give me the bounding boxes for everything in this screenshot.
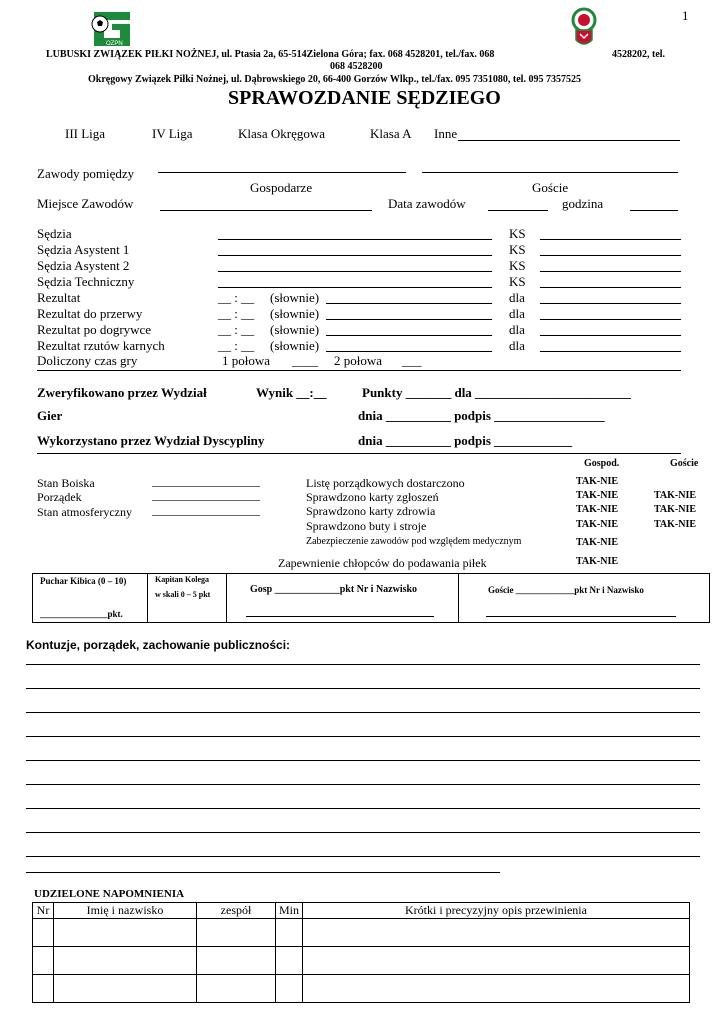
- kontuzje-line[interactable]: [26, 784, 700, 785]
- godzina-label: godzina: [562, 196, 604, 211]
- check-gosc[interactable]: TAK-NIE: [654, 519, 697, 530]
- check-gosp[interactable]: TAK-NIE: [576, 490, 619, 501]
- kapitan-gosc-field[interactable]: Goście _____________pkt Nr i Nazwisko: [488, 585, 644, 595]
- official-right-label: dla: [509, 322, 525, 337]
- official-right-label: KS: [509, 274, 526, 289]
- kapitan-gosp-line: [246, 616, 434, 617]
- kapitan-scale-label: w skali 0 – 5 pkt: [155, 590, 211, 599]
- data-field[interactable]: [488, 198, 548, 211]
- stan-boiska-label: Stan Boiska: [37, 476, 95, 490]
- divider: [226, 573, 227, 622]
- stan-atmosferyczny-field[interactable]: __________________: [152, 503, 260, 517]
- table-cell[interactable]: [197, 919, 276, 947]
- official-label: Sędzia: [37, 226, 72, 241]
- table-row: [33, 919, 690, 947]
- col-imie: Imię i nazwisko: [54, 903, 197, 919]
- table-cell[interactable]: [54, 947, 197, 975]
- score-field[interactable]: __ : __: [218, 306, 255, 321]
- page-number: 1: [682, 8, 689, 23]
- kontuzje-line[interactable]: [26, 872, 500, 873]
- official-right-field[interactable]: [540, 335, 681, 336]
- official-right-label: KS: [509, 242, 526, 257]
- slownie-field[interactable]: [326, 319, 492, 320]
- godzina-field[interactable]: [630, 198, 678, 211]
- table-cell[interactable]: [276, 919, 303, 947]
- check-gosp[interactable]: TAK-NIE: [576, 537, 619, 548]
- official-right-field[interactable]: [540, 255, 681, 256]
- check-label: Zabezpieczenie zawodów pod względem medycznym: [306, 536, 522, 547]
- score-field[interactable]: __ : __: [218, 338, 255, 353]
- slownie-label: (słownie): [270, 322, 320, 337]
- league-inne[interactable]: Inne: [434, 126, 458, 141]
- table-cell[interactable]: [197, 975, 276, 1003]
- dnia2-label: dnia __________ podpis ____________: [358, 433, 573, 448]
- miejsce-label: Miejsce Zawodów: [37, 196, 134, 211]
- table-cell[interactable]: [54, 975, 197, 1003]
- zweryfikowano-label: Zweryfikowano przez Wydział: [37, 385, 207, 400]
- polowa1-field[interactable]: ____: [292, 353, 318, 368]
- dnia1-label: dnia __________ podpis _________________: [358, 408, 605, 423]
- kontuzje-line[interactable]: [26, 832, 700, 833]
- check-gosp[interactable]: TAK-NIE: [576, 519, 619, 530]
- official-right-field[interactable]: [540, 319, 681, 320]
- col-zespol: zespół: [197, 903, 276, 919]
- score-field[interactable]: __ : __: [218, 322, 255, 337]
- official-label: Sędzia Asystent 1: [37, 242, 130, 257]
- official-name-field[interactable]: [218, 271, 492, 272]
- goscie-label: Goście: [532, 180, 569, 195]
- divider: [37, 370, 681, 371]
- napomnienia-title: UDZIELONE NAPOMNIENIA: [34, 888, 185, 900]
- divider: [458, 573, 459, 622]
- napomnienia-table: [32, 902, 690, 1003]
- table-cell[interactable]: [303, 975, 690, 1003]
- kapitan-gosc-line: [486, 616, 676, 617]
- stan-boiska-field[interactable]: __________________: [152, 474, 260, 488]
- polowa2-label: 2 połowa: [334, 353, 383, 368]
- official-label: Rezultat do przerwy: [37, 306, 143, 321]
- col-opis: Krótki i precyzyjny opis przewinienia: [303, 903, 690, 919]
- slownie-field[interactable]: [326, 351, 492, 352]
- table-cell[interactable]: [276, 975, 303, 1003]
- official-right-field[interactable]: [540, 239, 681, 240]
- official-label: Sędzia Asystent 2: [37, 258, 130, 273]
- check-gosp[interactable]: TAK-NIE: [576, 476, 619, 487]
- divider: [37, 453, 681, 454]
- official-name-field[interactable]: [218, 239, 492, 240]
- table-cell[interactable]: [276, 947, 303, 975]
- data-label: Data zawodów: [388, 196, 466, 211]
- check-gosp[interactable]: TAK-NIE: [576, 556, 619, 567]
- miejsce-field[interactable]: [160, 198, 372, 211]
- inne-field[interactable]: [458, 128, 680, 141]
- table-row: [33, 975, 690, 1003]
- gier-label: Gier: [37, 408, 63, 423]
- official-right-label: KS: [509, 226, 526, 241]
- check-gosp[interactable]: TAK-NIE: [576, 504, 619, 515]
- check-label: Listę porządkowych dostarczono: [306, 476, 465, 490]
- table-cell[interactable]: [303, 947, 690, 975]
- table-cell[interactable]: [54, 919, 197, 947]
- header-line1-right: 4528202, tel.: [612, 49, 666, 60]
- league-okregowa[interactable]: Klasa Okręgowa: [238, 126, 325, 141]
- official-name-field[interactable]: [218, 255, 492, 256]
- table-cell[interactable]: [197, 947, 276, 975]
- official-name-field[interactable]: [218, 287, 492, 288]
- polowa1-label: 1 połowa: [222, 353, 271, 368]
- kontuzje-line[interactable]: [26, 688, 700, 689]
- official-right-label: dla: [509, 290, 525, 305]
- check-label: Sprawdzono karty zgłoszeń: [306, 490, 439, 504]
- away-team-field[interactable]: [422, 160, 678, 173]
- official-right-field[interactable]: [540, 271, 681, 272]
- kontuzje-line[interactable]: [26, 664, 700, 665]
- doliczony-label: Doliczony czas gry: [37, 353, 138, 368]
- kontuzje-line[interactable]: [26, 760, 700, 761]
- official-right-label: dla: [509, 306, 525, 321]
- kontuzje-line[interactable]: [26, 712, 700, 713]
- col-min: Min: [276, 903, 303, 919]
- kontuzje-label: Kontuzje, porządek, zachowanie publiczności:: [26, 638, 291, 652]
- col-nr: Nr: [33, 903, 54, 919]
- check-label: Sprawdzono buty i stroje: [306, 519, 427, 533]
- kapitan-label: Kapitan Kolega: [155, 575, 210, 584]
- divider: [147, 573, 148, 622]
- col-goscie: Goście: [670, 458, 699, 469]
- table-cell[interactable]: [303, 919, 690, 947]
- kapitan-gosp-field[interactable]: Gosp _____________pkt Nr i Nazwisko: [250, 584, 418, 595]
- check-label: Zapewnienie chłopców do podawania piłek: [278, 556, 487, 570]
- slownie-label: (słownie): [270, 338, 320, 353]
- slownie-field[interactable]: [326, 335, 492, 336]
- table-cell[interactable]: [33, 947, 54, 975]
- check-label: Sprawdzono karty zdrowia: [306, 504, 436, 518]
- stan-atmosferyczny-label: Stan atmosferyczny: [37, 505, 132, 519]
- gospodarze-label: Gospodarze: [250, 180, 313, 195]
- table-row: [33, 947, 690, 975]
- official-label: Rezultat: [37, 290, 81, 305]
- league-iv[interactable]: IV Liga: [152, 126, 193, 141]
- header-line1: LUBUSKI ZWIĄZEK PIŁKI NOŻNEJ, ul. Ptasia 2a, 65-514Zielona Góra; fax. 068 4528201, tel./fax. 068: [46, 49, 495, 60]
- official-right-label: dla: [509, 338, 525, 353]
- page-title: SPRAWOZDANIE SĘDZIEGO: [228, 87, 501, 109]
- zawody-label: Zawody pomiędzy: [37, 166, 135, 181]
- official-right-field[interactable]: [540, 303, 681, 304]
- league-iii[interactable]: III Liga: [65, 126, 106, 141]
- punkty-label: Punkty _______ dla ________________________: [362, 385, 632, 400]
- porzadek-label: Porządek: [37, 490, 82, 504]
- polowa2-field[interactable]: ___: [402, 353, 422, 368]
- official-label: Sędzia Techniczny: [37, 274, 135, 289]
- pzpn-crest-icon: [566, 6, 602, 50]
- ozpn-logo-text: OZPN: [106, 41, 123, 47]
- official-label: Rezultat rzutów karnych: [37, 338, 165, 353]
- check-gosc[interactable]: TAK-NIE: [654, 504, 697, 515]
- kontuzje-line[interactable]: [26, 736, 700, 737]
- slownie-label: (słownie): [270, 290, 320, 305]
- porzadek-field[interactable]: __________________: [152, 488, 260, 502]
- slownie-label: (słownie): [270, 306, 320, 321]
- slownie-field[interactable]: [326, 303, 492, 304]
- kontuzje-line[interactable]: [26, 808, 700, 809]
- wynik-label: Wynik __:__: [256, 385, 327, 400]
- header-line1b: 068 4528200: [330, 61, 383, 72]
- puchar-kibica-field[interactable]: _______________pkt.: [40, 609, 123, 619]
- header-line2: Okręgowy Związek Piłki Nożnej, ul. Dąbrowskiego 20, 66-400 Gorzów Wlkp., tel./fax. 095 7351080, tel. 095 7357525: [88, 74, 581, 85]
- official-right-label: KS: [509, 258, 526, 273]
- score-field[interactable]: __ : __: [218, 290, 255, 305]
- wykorzystano-label: Wykorzystano przez Wydział Dyscypliny: [37, 433, 265, 448]
- table-cell[interactable]: [33, 919, 54, 947]
- puchar-kibica-label: Puchar Kibica (0 – 10): [40, 576, 127, 586]
- official-right-field[interactable]: [540, 351, 681, 352]
- official-right-field[interactable]: [540, 287, 681, 288]
- table-cell[interactable]: [33, 975, 54, 1003]
- official-label: Rezultat po dogrywce: [37, 322, 152, 337]
- home-team-field[interactable]: [158, 160, 406, 173]
- kontuzje-line[interactable]: [26, 856, 700, 857]
- ozpn-logo: [86, 8, 132, 50]
- check-gosc[interactable]: TAK-NIE: [654, 490, 697, 501]
- col-gospod: Gospod.: [584, 458, 620, 469]
- league-a[interactable]: Klasa A: [370, 126, 412, 141]
